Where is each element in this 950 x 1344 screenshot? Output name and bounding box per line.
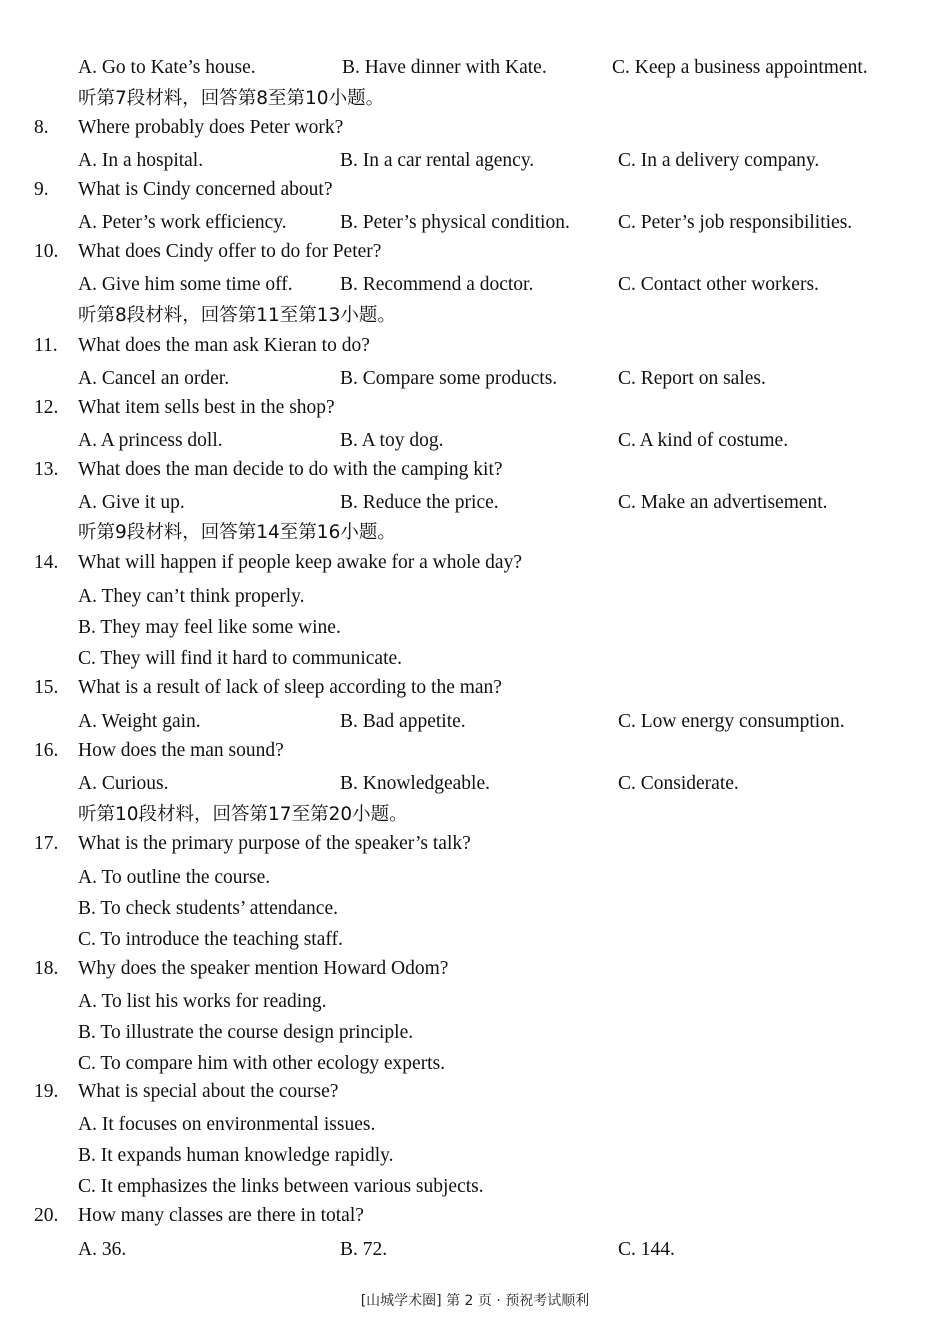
option-row-17a xyxy=(0,863,950,893)
option-b: B. In a car rental agency. xyxy=(340,150,535,171)
option-row-14c xyxy=(0,644,950,674)
option-b: B. Reduce the price. xyxy=(340,492,499,513)
option-b: B. It expands human knowledge rapidly. xyxy=(78,1145,394,1166)
question-number: 14. xyxy=(34,552,59,573)
option-row-18a xyxy=(0,987,950,1017)
option-b: B. 72. xyxy=(340,1239,388,1260)
section-heading-text: 听第8段材料，回答第11至第13小题。 xyxy=(78,305,396,326)
question-number: 11. xyxy=(34,335,58,356)
question-20 xyxy=(0,1201,950,1231)
section-heading-7 xyxy=(0,84,950,114)
question-text: What is special about the course? xyxy=(78,1081,339,1102)
question-text: What is Cindy concerned about? xyxy=(78,179,333,200)
options-row-20 xyxy=(0,1235,950,1265)
question-14 xyxy=(0,548,950,578)
option-a: A. Give it up. xyxy=(78,492,185,513)
option-b: B. Peter’s physical condition. xyxy=(340,212,570,233)
question-text: How many classes are there in total? xyxy=(78,1205,364,1226)
question-19 xyxy=(0,1077,950,1107)
question-text: What is the primary purpose of the speaker’s talk? xyxy=(78,833,471,854)
options-row-7 xyxy=(0,53,950,83)
options-row-11 xyxy=(0,364,950,394)
section-heading-text: 听第10段材料，回答第17至第20小题。 xyxy=(78,804,408,825)
question-16 xyxy=(0,736,950,766)
section-heading-10 xyxy=(0,800,950,830)
option-c: C. A kind of costume. xyxy=(618,430,789,451)
option-a: A. Peter’s work efficiency. xyxy=(78,212,287,233)
option-a: A. A princess doll. xyxy=(78,430,223,451)
option-b: B. To illustrate the course design principle. xyxy=(78,1022,414,1043)
question-9 xyxy=(0,175,950,205)
question-10 xyxy=(0,237,950,267)
section-heading-text: 听第9段材料，回答第14至第16小题。 xyxy=(78,522,396,543)
option-c: C. They will find it hard to communicate. xyxy=(78,648,403,669)
option-row-19c xyxy=(0,1172,950,1202)
question-13 xyxy=(0,455,950,485)
option-a: A. To outline the course. xyxy=(78,867,271,888)
question-15 xyxy=(0,673,950,703)
question-text: What item sells best in the shop? xyxy=(78,397,335,418)
option-a: A. Curious. xyxy=(78,773,169,794)
option-c: C. To compare him with other ecology experts. xyxy=(78,1053,446,1074)
page-footer: [山城学术圈] 第 2 页 · 预祝考试顺利 xyxy=(360,1293,590,1309)
question-12 xyxy=(0,393,950,423)
section-heading-9 xyxy=(0,518,950,548)
option-row-19b xyxy=(0,1141,950,1171)
option-a: A. To list his works for reading. xyxy=(78,991,327,1012)
options-row-16 xyxy=(0,769,950,799)
section-heading-text: 听第7段材料，回答第8至第10小题。 xyxy=(78,88,385,109)
question-number: 8. xyxy=(34,117,49,138)
option-c: C. To introduce the teaching staff. xyxy=(78,929,343,950)
question-number: 18. xyxy=(34,958,59,979)
option-a: A. Weight gain. xyxy=(78,711,201,732)
option-b: B. Bad appetite. xyxy=(340,711,466,732)
question-number: 13. xyxy=(34,459,59,480)
option-c: C. 144. xyxy=(618,1239,675,1260)
question-number: 20. xyxy=(34,1205,59,1226)
option-a: A. In a hospital. xyxy=(78,150,204,171)
option-a: A. It focuses on environmental issues. xyxy=(78,1114,376,1135)
options-row-8 xyxy=(0,146,950,176)
option-c: C. Contact other workers. xyxy=(618,274,819,295)
option-row-19a xyxy=(0,1110,950,1140)
section-heading-8 xyxy=(0,301,950,331)
option-b: B. Knowledgeable. xyxy=(340,773,491,794)
question-number: 9. xyxy=(34,179,49,200)
option-a: A. They can’t think properly. xyxy=(78,586,305,607)
question-number: 15. xyxy=(34,677,59,698)
question-text: Where probably does Peter work? xyxy=(78,117,344,138)
option-b: B. Recommend a doctor. xyxy=(340,274,534,295)
options-row-12 xyxy=(0,426,950,456)
question-text: What will happen if people keep awake for a whole day? xyxy=(78,552,522,573)
question-8 xyxy=(0,113,950,143)
question-11 xyxy=(0,331,950,361)
question-text: What is a result of lack of sleep according to the man? xyxy=(78,677,502,698)
option-c: C. Considerate. xyxy=(618,773,739,794)
option-c: C. Low energy consumption. xyxy=(618,711,845,732)
option-a: A. 36. xyxy=(78,1239,127,1260)
options-row-9 xyxy=(0,208,950,238)
question-number: 19. xyxy=(34,1081,59,1102)
options-row-10 xyxy=(0,270,950,300)
option-b: B. To check students’ attendance. xyxy=(78,898,338,919)
option-b: B. A toy dog. xyxy=(340,430,444,451)
options-row-13 xyxy=(0,488,950,518)
option-b: B. Have dinner with Kate. xyxy=(342,57,547,78)
option-row-17c xyxy=(0,925,950,955)
question-number: 17. xyxy=(34,833,59,854)
option-a: A. Cancel an order. xyxy=(78,368,230,389)
question-number: 10. xyxy=(34,241,59,262)
question-text: What does Cindy offer to do for Peter? xyxy=(78,241,382,262)
options-row-15 xyxy=(0,707,950,737)
question-text: Why does the speaker mention Howard Odom? xyxy=(78,958,449,979)
question-18 xyxy=(0,954,950,984)
option-c: C. Make an advertisement. xyxy=(618,492,828,513)
option-b: B. Compare some products. xyxy=(340,368,558,389)
option-row-18c xyxy=(0,1049,950,1079)
option-row-14b xyxy=(0,613,950,643)
option-b: B. They may feel like some wine. xyxy=(78,617,341,638)
option-a: A. Go to Kate’s house. xyxy=(78,57,256,78)
option-c: C. It emphasizes the links between various subjects. xyxy=(78,1176,484,1197)
option-row-18b xyxy=(0,1018,950,1048)
option-c: C. Report on sales. xyxy=(618,368,766,389)
question-text: How does the man sound? xyxy=(78,740,284,761)
option-a: A. Give him some time off. xyxy=(78,274,293,295)
option-c: C. Peter’s job responsibilities. xyxy=(618,212,853,233)
option-row-14a xyxy=(0,582,950,612)
option-c: C. In a delivery company. xyxy=(618,150,820,171)
option-row-17b xyxy=(0,894,950,924)
question-text: What does the man decide to do with the camping kit? xyxy=(78,459,503,480)
question-text: What does the man ask Kieran to do? xyxy=(78,335,370,356)
question-number: 16. xyxy=(34,740,59,761)
option-c: C. Keep a business appointment. xyxy=(612,57,868,78)
question-17 xyxy=(0,829,950,859)
question-number: 12. xyxy=(34,397,59,418)
